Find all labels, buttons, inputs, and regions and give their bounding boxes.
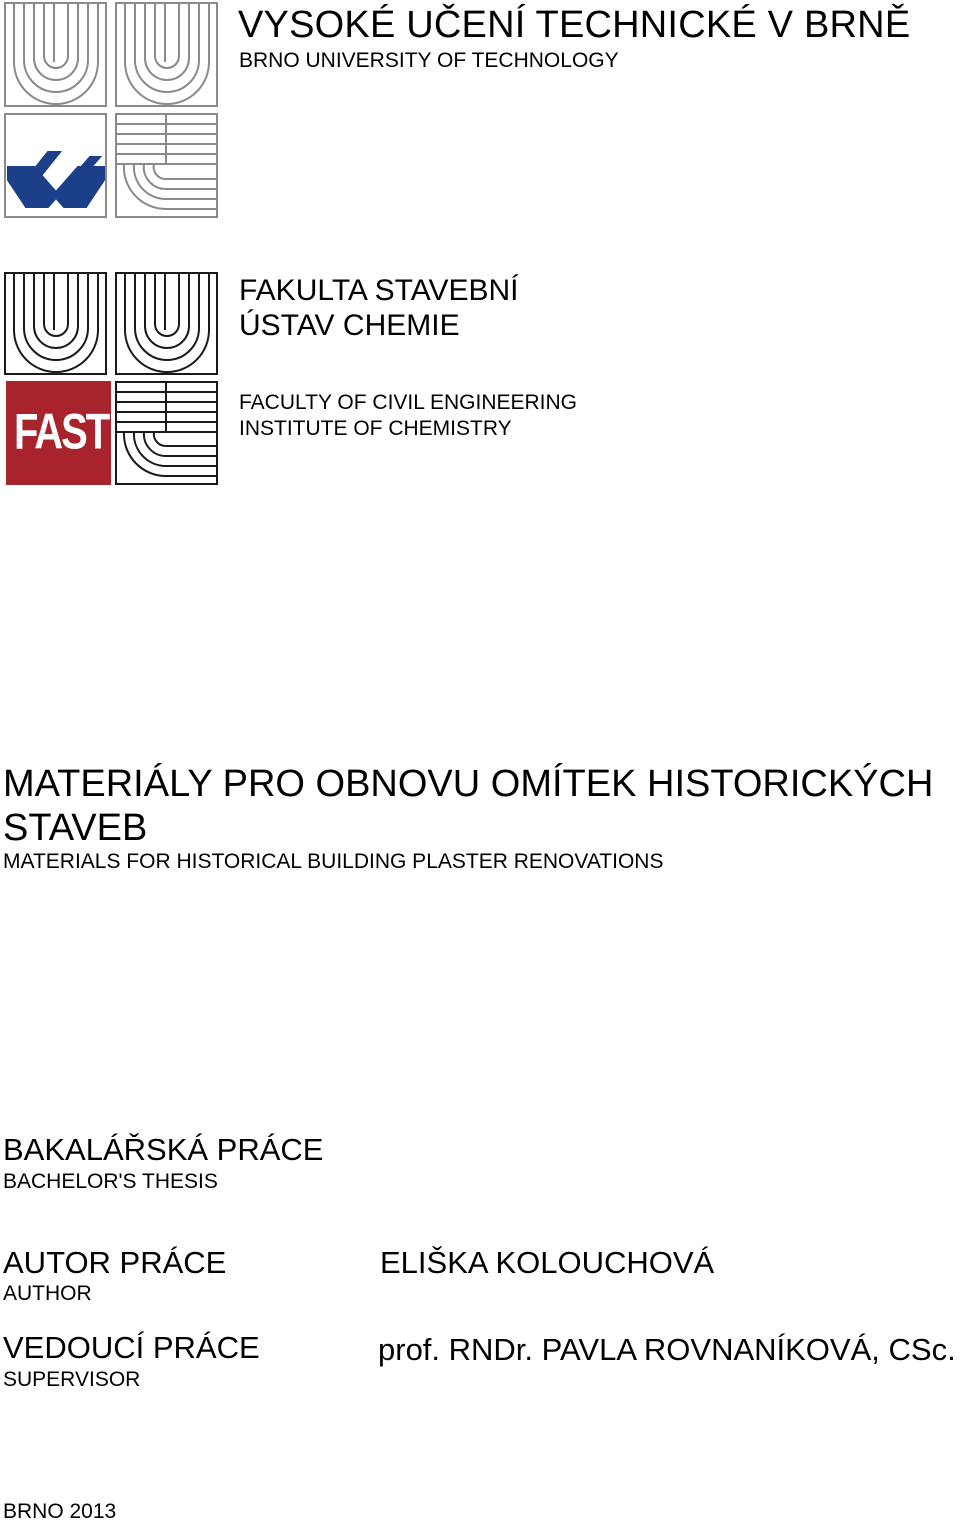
thesis-title-en: MATERIALS FOR HISTORICAL BUILDING PLASTER RENOVATIONS [3,850,664,873]
fast-logo-text: FAST [14,404,109,460]
supervisor-label-cz: VEDOUCÍ PRÁCE [3,1330,260,1365]
thesis-title-cz: MATERIÁLY PRO OBNOVU OMÍTEK HISTORICKÝCH STAVEB [3,763,934,849]
thesis-type-cz: BAKALÁŘSKÁ PRÁCE [3,1132,324,1167]
university-name-cz: VYSOKÉ UČENÍ TECHNICKÉ V BRNĚ [238,4,911,46]
supervisor-name: prof. RNDr. PAVLA ROVNANÍKOVÁ, CSc. [378,1332,956,1367]
faculty-line-cz: FAKULTA STAVEBNÍ [239,274,519,307]
author-name: ELIŠKA KOLOUCHOVÁ [380,1245,715,1280]
faculty-name-en [239,390,577,442]
faculty-line-en: FACULTY OF CIVIL ENGINEERING [239,391,578,414]
place-year: BRNO 2013 [3,1500,117,1523]
vut-logo-icon [4,2,220,218]
author-label-en: AUTHOR [3,1282,92,1305]
university-name-en: BRNO UNIVERSITY OF TECHNOLOGY [239,49,619,72]
fast-logo-icon [4,272,220,488]
thesis-type-en: BACHELOR'S THESIS [3,1170,218,1193]
author-label-cz: AUTOR PRÁCE [3,1245,227,1280]
faculty-name-cz [239,273,519,343]
supervisor-label-en: SUPERVISOR [3,1368,141,1391]
institute-line-cz: ÚSTAV CHEMIE [239,309,460,342]
institute-line-en: INSTITUTE OF CHEMISTRY [239,417,512,440]
